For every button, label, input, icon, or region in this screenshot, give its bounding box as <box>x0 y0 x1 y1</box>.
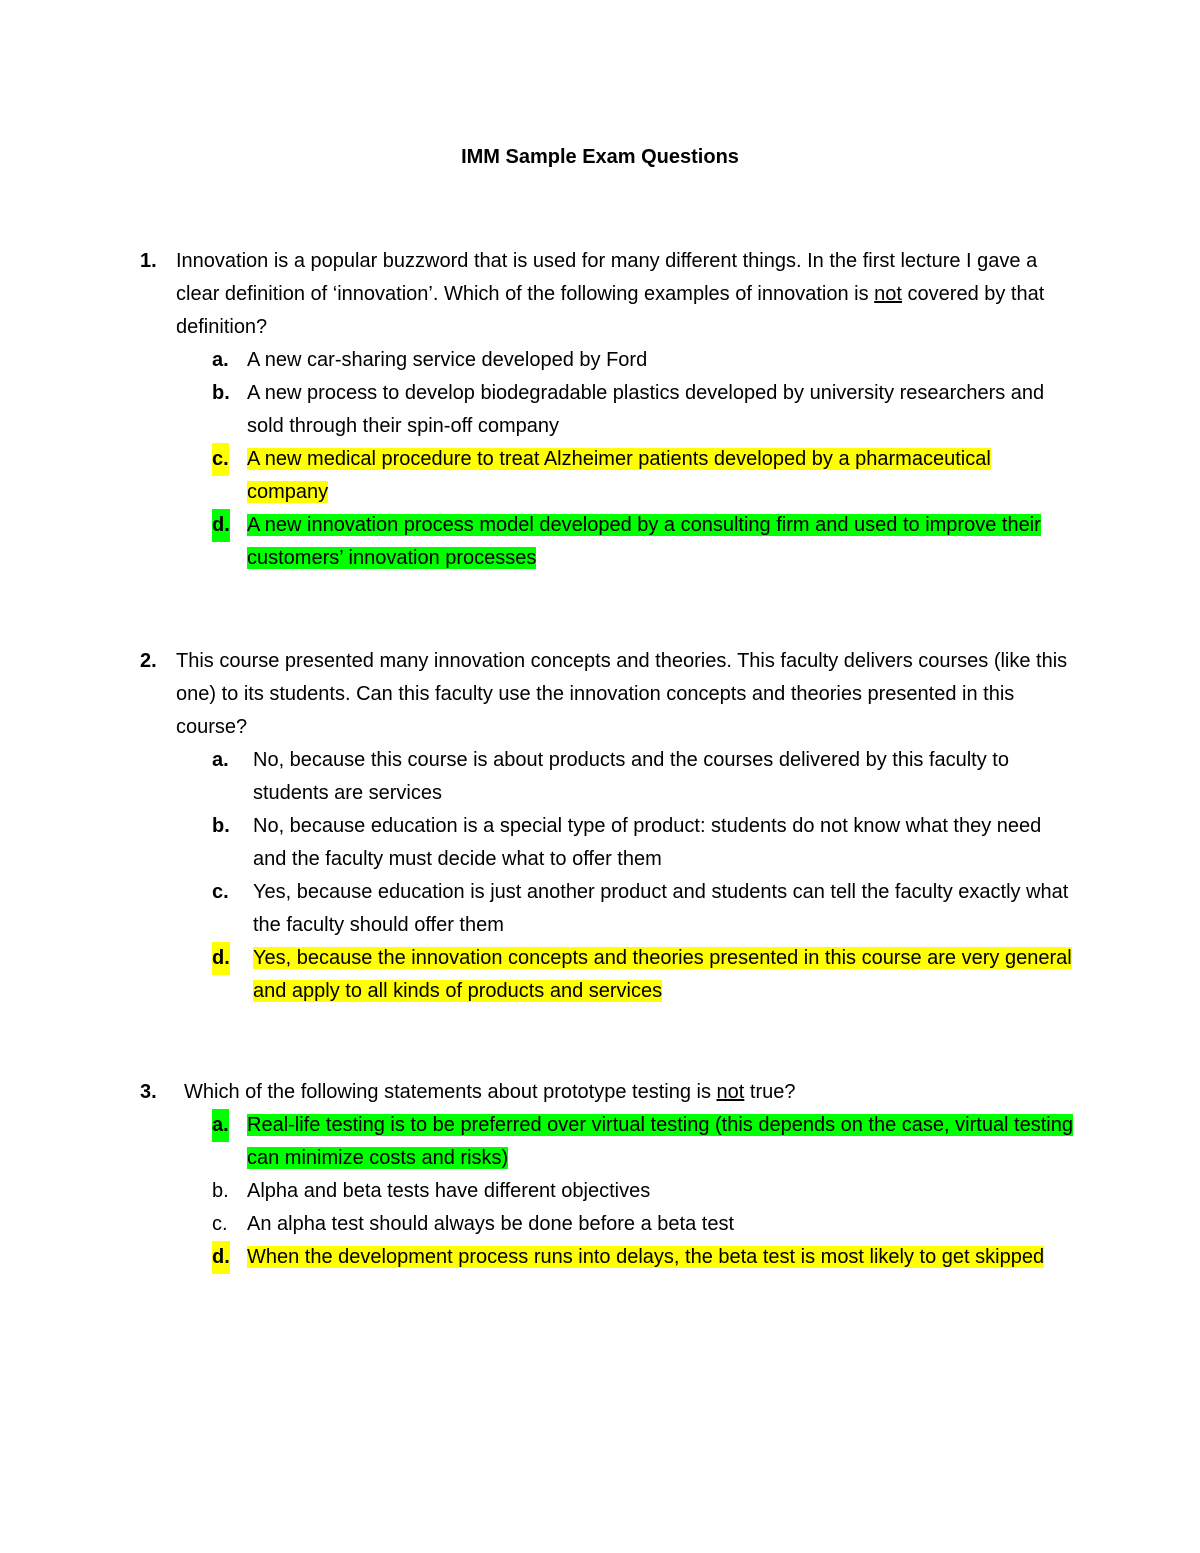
answer-option-a <box>136 744 1076 810</box>
question-stem <box>136 245 1076 344</box>
option-letter: b. <box>212 382 230 404</box>
answer-option-d <box>136 1241 1076 1274</box>
option-text: When the development process runs into delays, the beta test is most likely to get skipped <box>247 1246 1045 1268</box>
question-number: 1. <box>140 250 157 272</box>
question-3 <box>136 1076 1076 1274</box>
option-letter: b. <box>212 815 230 837</box>
question-text: Which of the following statements about prototype testing is not true? <box>184 1081 796 1103</box>
answer-option-d <box>136 509 1076 575</box>
option-letter: a. <box>212 349 229 371</box>
answer-option-d <box>136 942 1076 1008</box>
question-text: This course presented many innovation concepts and theories. This faculty delivers courses (like this one) to its students. Can this faculty use the innovation concepts and theories presented in this course? <box>176 650 1068 738</box>
answer-options <box>136 1109 1076 1274</box>
option-text: Yes, because education is just another product and students can tell the faculty exactly what the faculty should offer them <box>253 881 1069 936</box>
option-text: No, because this course is about products and the courses delivered by this faculty to students are services <box>253 749 1009 804</box>
answer-options <box>136 744 1076 1008</box>
option-letter: d. <box>212 1241 230 1274</box>
option-letter: c. <box>212 443 229 476</box>
option-text: Yes, because the innovation concepts and theories presented in this course are very general and apply to all kinds of products and services <box>253 947 1072 1002</box>
answer-option-c <box>136 1208 1076 1241</box>
option-text: Alpha and beta tests have different objectives <box>247 1180 651 1202</box>
answer-option-b <box>136 377 1076 443</box>
question-stem <box>136 645 1076 744</box>
option-letter: d. <box>212 509 230 542</box>
option-letter: a. <box>212 749 229 771</box>
answer-option-a <box>136 344 1076 377</box>
question-stem <box>136 1076 1076 1109</box>
option-letter: a. <box>212 1109 229 1142</box>
answer-options <box>136 344 1076 575</box>
answer-option-b <box>136 810 1076 876</box>
question-number: 2. <box>140 650 157 672</box>
option-letter: d. <box>212 942 230 975</box>
option-text: An alpha test should always be done before a beta test <box>247 1213 735 1235</box>
question-1 <box>136 245 1076 575</box>
answer-option-a <box>136 1109 1076 1175</box>
question-2 <box>136 645 1076 1008</box>
option-letter: c. <box>212 1213 228 1235</box>
option-text: A new medical procedure to treat Alzheimer patients developed by a pharmaceutical company <box>247 448 991 503</box>
question-number: 3. <box>140 1081 157 1103</box>
answer-option-c <box>136 443 1076 509</box>
option-text: A new car-sharing service developed by Ford <box>247 349 648 371</box>
option-letter: c. <box>212 881 229 903</box>
option-text: Real-life testing is to be preferred over virtual testing (this depends on the case, virtual testing can minimize costs and risks) <box>247 1114 1073 1169</box>
option-text: A new innovation process model developed by a consulting firm and used to improve their customers’ innovation processes <box>247 514 1041 569</box>
option-text: A new process to develop biodegradable plastics developed by university researchers and sold through their spin-off company <box>247 382 1045 437</box>
question-text: Innovation is a popular buzzword that is used for many different things. In the first lecture I gave a clear definition of ‘innovation’. Which of the following examples of innovation is not covered by that definition? <box>176 250 1045 338</box>
option-text: No, because education is a special type of product: students do not know what they need and the faculty must decide what to offer them <box>253 815 1042 870</box>
answer-option-c <box>136 876 1076 942</box>
answer-option-b <box>136 1175 1076 1208</box>
option-letter: b. <box>212 1180 229 1202</box>
document-title: IMM Sample Exam Questions <box>461 146 739 168</box>
